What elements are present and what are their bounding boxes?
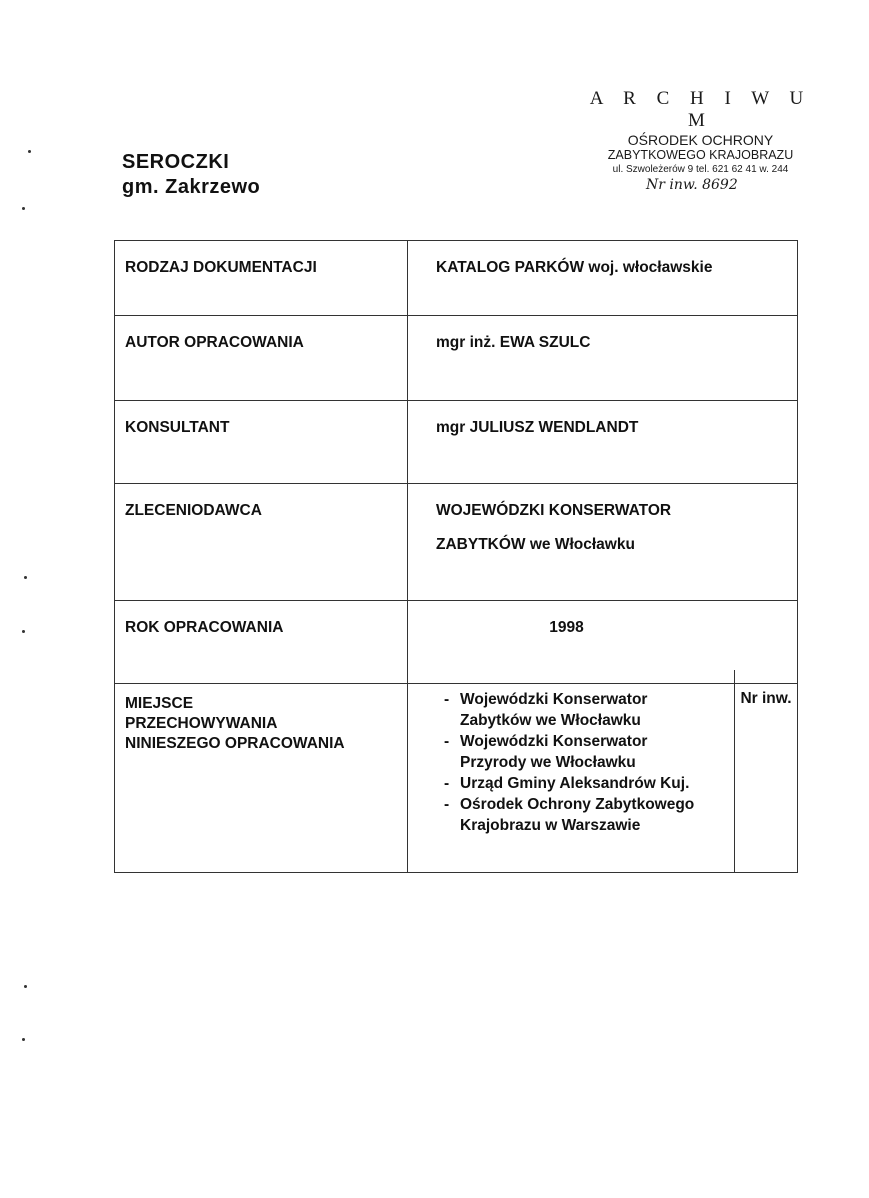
- nr-inw-label: Nr inw.: [740, 690, 792, 707]
- handwritten-inventory-number: Nr inw. 8692: [646, 176, 738, 193]
- location-list: [444, 690, 734, 836]
- scan-speck: [22, 207, 25, 210]
- table-row: [115, 316, 798, 401]
- place-name: SEROCZKI: [122, 151, 230, 173]
- table-row: [115, 601, 798, 684]
- miejsce-label-line3: NINIESZEGO OPRACOWANIA: [125, 735, 345, 753]
- location-line1: Wojewódzki Konserwator: [460, 691, 648, 708]
- gmina-name: gm. Zakrzewo: [122, 176, 261, 198]
- row-label-konsultant: KONSULTANT: [115, 401, 408, 484]
- row-value-autor: mgr inż. EWA SZULC: [408, 316, 798, 401]
- list-dash: -: [444, 774, 450, 792]
- table-row: [115, 684, 798, 873]
- scan-speck: [28, 150, 31, 153]
- list-item: [444, 795, 734, 837]
- row-label-miejsce: [115, 684, 408, 873]
- location-text: [460, 690, 647, 732]
- zleceniodawca-line1: WOJEWÓDZKI KONSERWATOR: [436, 502, 672, 519]
- location-text: [460, 795, 694, 837]
- list-dash: -: [444, 732, 450, 750]
- list-dash: -: [444, 691, 450, 708]
- table-row: [115, 484, 798, 601]
- location-line2: Zabytków we Włocławku: [460, 711, 641, 729]
- row-label-zleceniodawca: ZLECENIODAWCA: [115, 484, 408, 601]
- stamp-address: ul. Szwoleżerów 9 tel. 621 62 41 w. 244: [612, 164, 789, 176]
- nr-inw-column: [734, 670, 797, 872]
- row-label-rodzaj: RODZAJ DOKUMENTACJI: [115, 241, 408, 316]
- place-heading: [122, 150, 260, 200]
- row-value-rodzaj: KATALOG PARKÓW woj. włocławskie: [408, 241, 798, 316]
- location-text: [460, 732, 647, 774]
- miejsce-label-line1: MIEJSCE: [125, 695, 194, 712]
- documentation-table: [114, 240, 798, 873]
- miejsce-label-line2: PRZECHOWYWANIA: [125, 715, 278, 733]
- list-dash: -: [444, 795, 450, 813]
- location-line2: Przyrody we Włocławku: [460, 753, 636, 771]
- stamp-org-line2: ZABYTKOWEGO KRAJOBRAZU: [607, 147, 794, 162]
- zleceniodawca-line2: ZABYTKÓW we Włocławku: [436, 536, 635, 553]
- list-item: [444, 732, 734, 774]
- archive-stamp: [578, 88, 823, 193]
- list-item: [444, 774, 734, 795]
- row-value-rok: 1998: [549, 619, 584, 636]
- location-line1: Wojewódzki Konserwator: [460, 732, 648, 750]
- row-value-konsultant: mgr JULIUSZ WENDLANDT: [408, 401, 798, 484]
- location-line1: Ośrodek Ochrony Zabytkowego: [460, 795, 695, 813]
- scan-speck: [24, 576, 27, 579]
- row-value-zleceniodawca: [408, 484, 798, 601]
- location-line1: Urząd Gminy Aleksandrów Kuj.: [460, 774, 690, 792]
- location-line2: Krajobrazu w Warszawie: [460, 816, 641, 834]
- row-label-autor: AUTOR OPRACOWANIA: [115, 316, 408, 401]
- scan-speck: [22, 1038, 25, 1041]
- list-item: [444, 690, 734, 732]
- row-value-miejsce: [408, 684, 798, 873]
- table-row: [115, 241, 798, 316]
- row-label-rok: ROK OPRACOWANIA: [115, 601, 408, 684]
- stamp-org-line1: OŚRODEK OCHRONY: [627, 131, 774, 148]
- scan-speck: [24, 985, 27, 988]
- table-row: [115, 401, 798, 484]
- stamp-title: A R C H I W U M: [589, 88, 812, 131]
- scan-speck: [22, 630, 25, 633]
- location-text: [460, 774, 689, 795]
